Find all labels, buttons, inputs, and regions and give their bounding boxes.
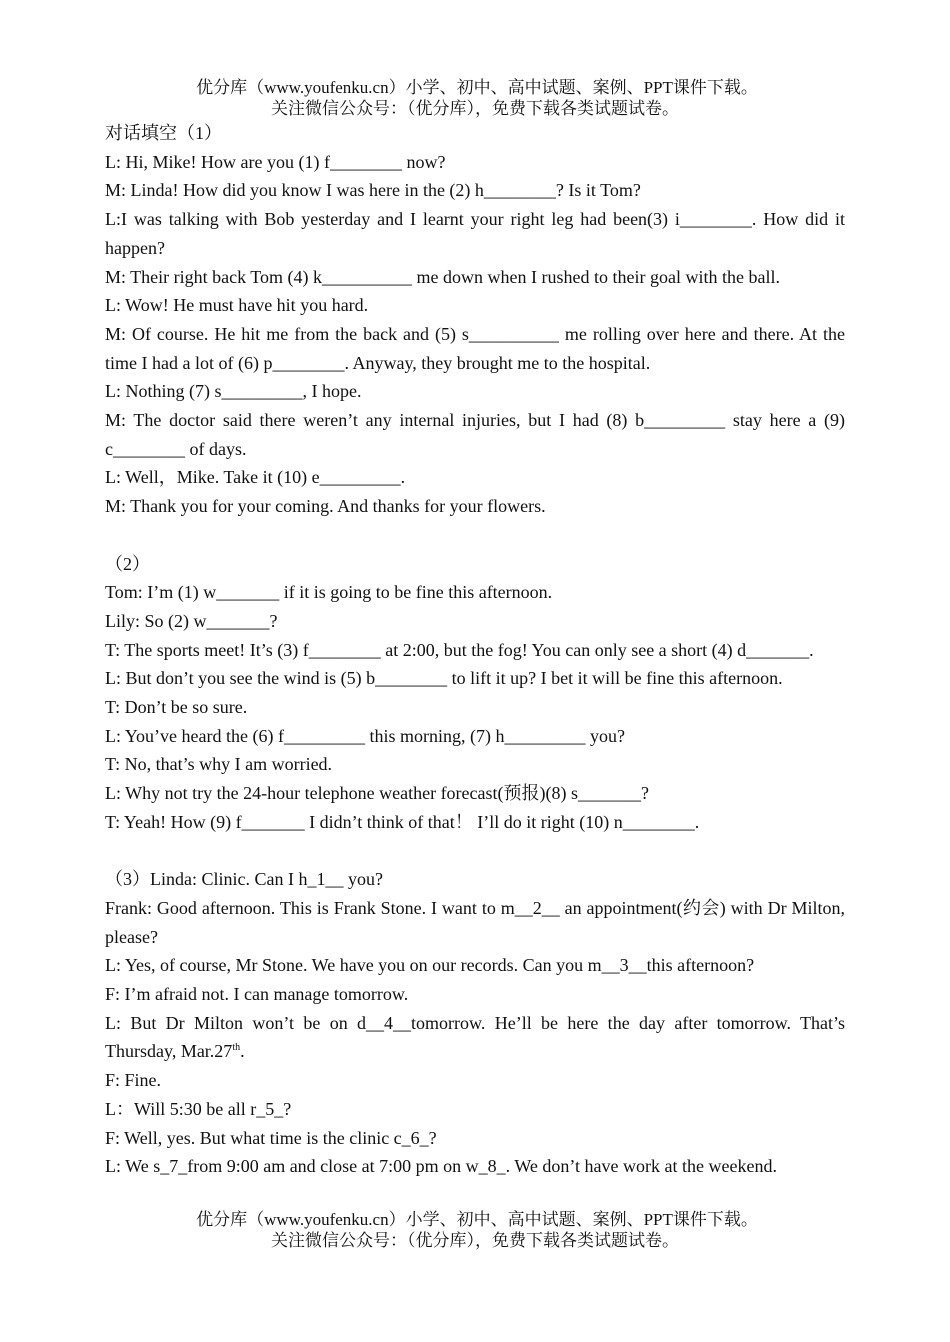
dialogue-line: T: No, that’s why I am worried.	[105, 754, 333, 775]
dialogue-line: F: Well, yes. But what time is the clinic c_6_?	[105, 1127, 437, 1148]
page-header	[0, 77, 950, 119]
dialogue-line: L: Yes, of course, Mr Stone. We have you on our records. Can you m__3__this afternoon?	[105, 955, 755, 976]
section-1-title: 对话填空（1）	[105, 123, 222, 143]
dialogue-line: L: But don’t you see the wind is (5) b________ to lift it up? I bet it will be fine this afternoon.	[105, 668, 783, 689]
dialogue-line: Tom: I’m (1) w_______ if it is going to be fine this afternoon.	[105, 582, 553, 603]
dialogue-line	[105, 1009, 845, 1066]
footer-line-1: 优分库（www.youfenku.cn）小学、初中、高中试题、案例、PPT课件下载。	[196, 1210, 758, 1229]
dialogue-line: L: Nothing (7) s_________, I hope.	[105, 381, 362, 402]
dialogue-line: M: Thank you for your coming. And thanks for your flowers.	[105, 496, 546, 517]
dialogue-line: T: Don’t be so sure.	[105, 697, 248, 718]
dialogue-line: （3）Linda: Clinic. Can I h_1__ you?	[105, 869, 383, 890]
section-2-title: （2）	[105, 553, 150, 574]
dialogue-line: F: I’m afraid not. I can manage tomorrow.	[105, 984, 409, 1005]
dialogue-line: L:I was talking with Bob yesterday and I learnt your right leg had been(3) i________. How did it happen?	[105, 209, 845, 258]
dialogue-line: T: Yeah! How (9) f_______ I didn’t think of that！ I’ll do it right (10) n________.	[105, 811, 700, 832]
blank-line	[105, 521, 845, 550]
dialogue-line: T: The sports meet! It’s (3) f________ at 2:00, but the fog! You can only see a short (4) d_______.	[105, 639, 814, 660]
header-line-1: 优分库（www.youfenku.cn）小学、初中、高中试题、案例、PPT课件下载。	[196, 78, 758, 97]
dialogue-line: L: Why not try the 24-hour telephone weather forecast(预报)(8) s_______?	[105, 783, 649, 804]
dialogue-line-text: L: But Dr Milton won’t be on d__4__tomorrow. He’ll be here the day after tomorrow. That’s Thursday, Mar.27	[105, 1012, 845, 1062]
dialogue-line: L：Will 5:30 be all r_5_?	[105, 1098, 292, 1119]
header-line-2: 关注微信公众号：（优分库），免费下载各类试题试卷。	[271, 99, 679, 118]
dialogue-line: L: Hi, Mike! How are you (1) f________ now?	[105, 151, 446, 172]
ordinal-suffix: th	[232, 1042, 241, 1054]
document-body	[105, 119, 845, 1181]
dialogue-line: Lily: So (2) w_______?	[105, 610, 278, 631]
dialogue-line: M: Of course. He hit me from the back and (5) s__________ me rolling over here and there. At the time I had a lot of (6) p________. Anyway, they brought me to the hospital.	[105, 323, 845, 373]
dialogue-line: L: You’ve heard the (6) f_________ this morning, (7) h_________ you?	[105, 725, 625, 746]
dialogue-line: L: Well，Mike. Take it (10) e_________.	[105, 467, 406, 488]
dialogue-line: M: Their right back Tom (4) k__________ me down when I rushed to their goal with the ball.	[105, 266, 780, 287]
dialogue-line: M: Linda! How did you know I was here in the (2) h________? Is it Tom?	[105, 180, 641, 201]
footer-line-2: 关注微信公众号：（优分库），免费下载各类试题试卷。	[271, 1231, 679, 1250]
dialogue-line: M: The doctor said there weren’t any internal injuries, but I had (8) b_________ stay here a (9) c________ of days.	[105, 410, 845, 459]
blank-line	[105, 837, 845, 866]
dialogue-line-end: .	[240, 1041, 245, 1062]
dialogue-line: L: We s_7_from 9:00 am and close at 7:00 pm on w_8_. We don’t have work at the weekend.	[105, 1156, 777, 1177]
dialogue-line: Frank: Good afternoon. This is Frank Stone. I want to m__2__ an appointment(约会) with Dr Milton, please?	[105, 897, 845, 947]
dialogue-line: L: Wow! He must have hit you hard.	[105, 295, 369, 316]
page-footer	[0, 1209, 950, 1251]
dialogue-line: F: Fine.	[105, 1070, 162, 1091]
